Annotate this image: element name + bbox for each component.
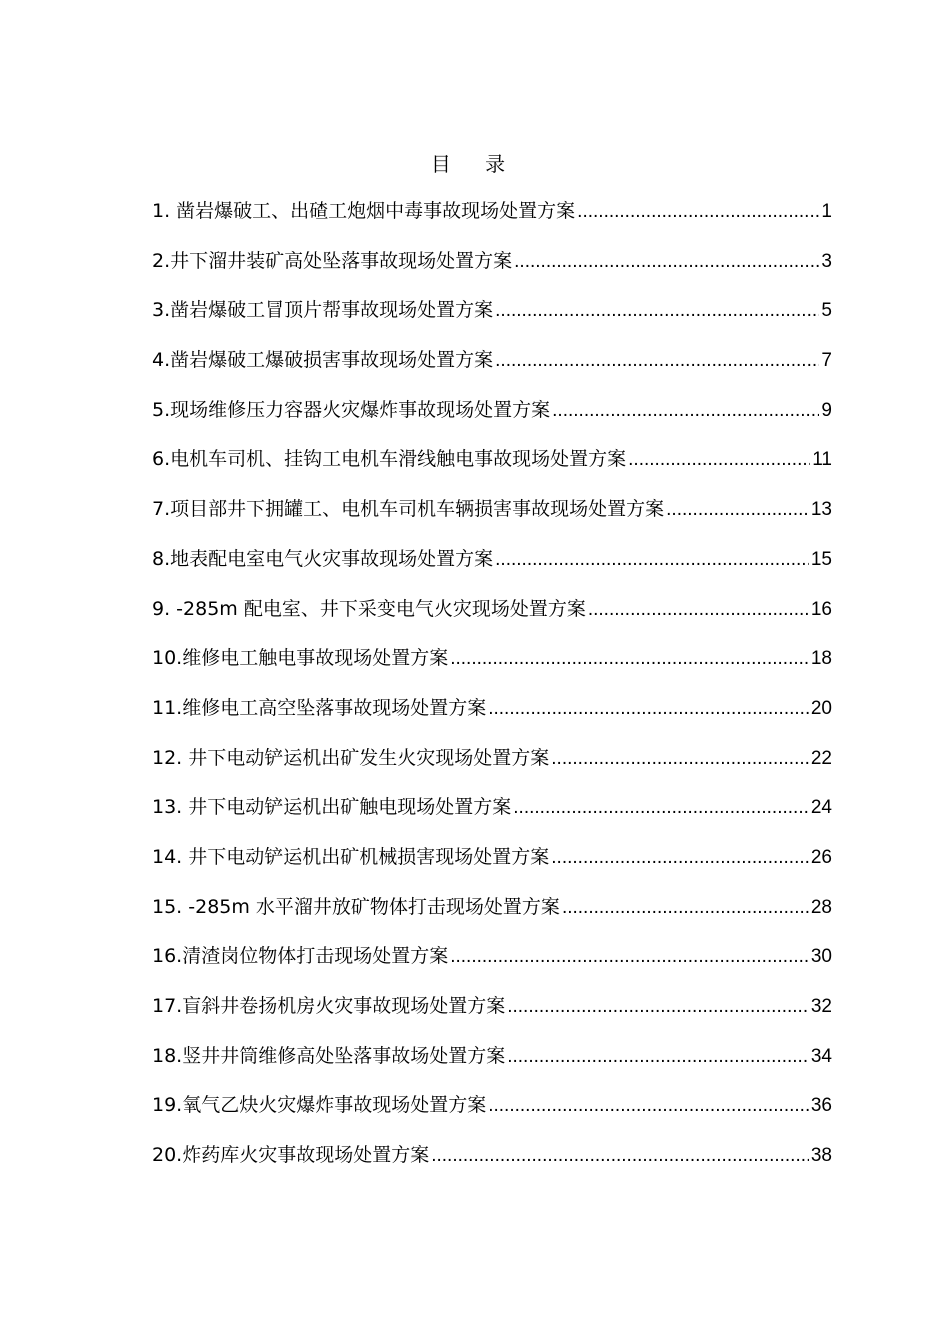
- toc-entry-title: 5.现场维修压力容器火灾爆炸事故现场处置方案: [152, 398, 551, 421]
- toc-leader-dots: [551, 744, 809, 774]
- toc-leader-dots: [588, 595, 809, 625]
- toc-leader-dots: [577, 197, 819, 227]
- toc-entry-title: 20.炸药库火灾事故现场处置方案: [152, 1144, 430, 1167]
- toc-leader-dots: [488, 694, 809, 724]
- toc-entry-page: 18: [810, 648, 832, 670]
- toc-entry[interactable]: [152, 792, 832, 842]
- toc-leader-dots: [507, 992, 809, 1022]
- toc-entry-page: 34: [810, 1045, 832, 1067]
- toc-entry-page: 7: [821, 350, 832, 372]
- toc-entry-title: 4.凿岩爆破工爆破损害事故现场处置方案: [152, 349, 494, 372]
- toc-entry-title: 1. 凿岩爆破工、出碴工炮烟中毒事故现场处置方案: [152, 200, 576, 222]
- toc-entry-title: 15. -285m 水平溜井放矿物体打击现场处置方案: [152, 895, 560, 918]
- toc-entry-title: 13. 井下电动铲运机出矿触电现场处置方案: [152, 796, 512, 819]
- toc-leader-dots: [552, 396, 819, 426]
- toc-entry[interactable]: [152, 246, 832, 296]
- toc-entry[interactable]: [152, 1140, 832, 1190]
- toc-entry[interactable]: [152, 345, 832, 395]
- toc-entry-page: 9: [821, 399, 832, 421]
- toc-entry-page: 13: [810, 499, 832, 521]
- toc-entry-page: 28: [810, 896, 832, 918]
- toc-entry[interactable]: [152, 594, 832, 644]
- toc-entry-page: 15: [810, 548, 832, 570]
- toc-leader-dots: [450, 942, 809, 972]
- toc-entry-title: 12. 井下电动铲运机出矿发生火灾现场处置方案: [152, 746, 550, 769]
- toc-entry[interactable]: [152, 444, 832, 494]
- toc-entry-title: 16.清渣岗位物体打击现场处置方案: [152, 945, 449, 968]
- toc-leader-dots: [666, 495, 809, 525]
- toc-entry-title: 14. 井下电动铲运机出矿机械损害现场处置方案: [152, 845, 550, 868]
- toc-entry-title: 18.竖井井筒维修高处坠落事故场处置方案: [152, 1044, 506, 1067]
- toc-leader-dots: [431, 1141, 809, 1171]
- toc-list: [152, 196, 832, 1190]
- toc-entry[interactable]: [152, 941, 832, 991]
- toc-entry-page: 3: [821, 250, 832, 272]
- toc-entry-page: 24: [810, 797, 832, 819]
- toc-entry[interactable]: [152, 494, 832, 544]
- toc-entry[interactable]: [152, 295, 832, 345]
- toc-entry-title: 2.井下溜井装矿高处坠落事故现场处置方案: [152, 249, 513, 272]
- toc-entry[interactable]: [152, 544, 832, 594]
- toc-entry[interactable]: [152, 643, 832, 693]
- toc-leader-dots: [450, 644, 809, 674]
- toc-entry[interactable]: [152, 395, 832, 445]
- toc-title: 目 录: [430, 152, 520, 176]
- toc-entry-page: 38: [810, 1145, 832, 1167]
- toc-leader-dots: [507, 1042, 809, 1072]
- toc-leader-dots: [513, 793, 809, 823]
- toc-entry[interactable]: [152, 196, 832, 246]
- toc-entry[interactable]: [152, 1090, 832, 1140]
- toc-entry-title: 3.凿岩爆破工冒顶片帮事故现场处置方案: [152, 299, 494, 322]
- toc-entry[interactable]: [152, 1041, 832, 1091]
- toc-entry-page: 16: [810, 598, 832, 620]
- toc-leader-dots: [488, 1091, 809, 1121]
- toc-leader-dots: [495, 545, 809, 575]
- toc-entry-title: 11.维修电工高空坠落事故现场处置方案: [152, 696, 487, 719]
- toc-entry-title: 7.项目部井下拥罐工、电机车司机车辆损害事故现场处置方案: [152, 498, 665, 521]
- toc-entry-title: 9. -285m 配电室、井下采变电气火灾现场处置方案: [152, 597, 586, 620]
- toc-entry-page: 20: [810, 697, 832, 719]
- toc-entry-title: 8.地表配电室电气火灾事故现场处置方案: [152, 547, 494, 570]
- toc-entry-page: 5: [821, 300, 832, 322]
- toc-entry[interactable]: [152, 991, 832, 1041]
- toc-leader-dots: [514, 247, 819, 277]
- toc-entry-page: 36: [810, 1095, 832, 1117]
- toc-entry[interactable]: [152, 693, 832, 743]
- toc-entry-title: 10.维修电工触电事故现场处置方案: [152, 647, 449, 670]
- toc-entry-title: 6.电机车司机、挂钩工电机车滑线触电事故现场处置方案: [152, 448, 627, 471]
- toc-leader-dots: [495, 296, 819, 326]
- toc-entry[interactable]: [152, 892, 832, 942]
- toc-entry-page: 11: [812, 449, 832, 471]
- toc-leader-dots: [628, 445, 810, 475]
- toc-leader-dots: [551, 843, 809, 873]
- toc-entry-page: 32: [810, 996, 832, 1017]
- toc-leader-dots: [562, 893, 809, 923]
- toc-entry[interactable]: [152, 842, 832, 892]
- toc-entry-page: 22: [810, 747, 832, 769]
- toc-entry-page: 30: [810, 946, 832, 968]
- toc-entry[interactable]: [152, 743, 832, 793]
- toc-entry-page: 26: [810, 846, 832, 868]
- toc-entry-page: 1: [821, 201, 832, 222]
- toc-entry-title: 17.盲斜井卷扬机房火灾事故现场处置方案: [152, 995, 506, 1017]
- toc-entry-title: 19.氧气乙炔火灾爆炸事故现场处置方案: [152, 1094, 487, 1117]
- toc-leader-dots: [495, 346, 819, 376]
